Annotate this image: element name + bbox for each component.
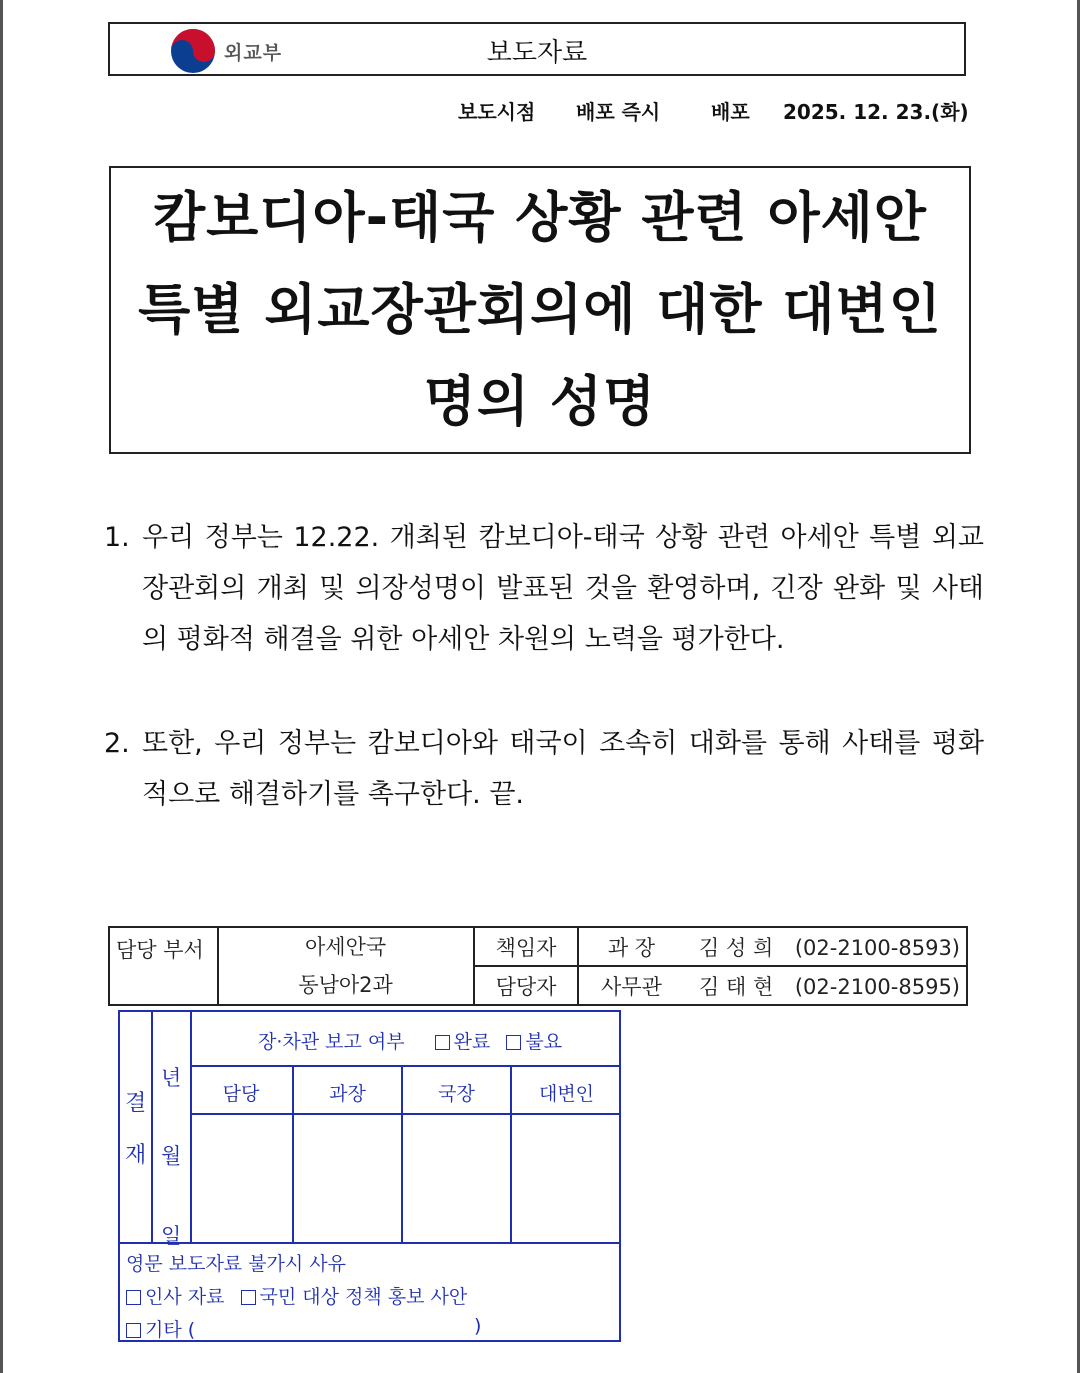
year-label: 년	[161, 1066, 182, 1090]
personnel-label: 인사 자료	[145, 1286, 225, 1308]
unneeded-checkbox[interactable]	[506, 1035, 521, 1050]
paragraph-number: 1.	[104, 522, 130, 553]
approval-divider	[120, 1242, 621, 1244]
day-label: 일	[161, 1224, 182, 1248]
role-responsible: 책임자	[474, 927, 579, 966]
distribution-label: 배포	[711, 100, 750, 124]
paragraph-2	[104, 718, 984, 820]
contact-table	[108, 926, 968, 1006]
paragraph-text: 또한, 우리 정부는 캄보디아와 태국이 조속히 대화를 통해 사태를 평화적으로 해결하기를 촉구한다. 끝.	[142, 728, 984, 810]
document-type-title: 보도자료	[486, 38, 588, 68]
other-close-paren: )	[474, 1315, 482, 1337]
col-staff: 담당	[222, 1083, 260, 1105]
col-spokesperson: 대변인	[538, 1083, 595, 1105]
approval-divider	[190, 1012, 192, 1242]
dept-label: 담당 부서	[109, 927, 218, 1005]
month-label: 월	[161, 1144, 182, 1168]
other-label: 기타 (	[145, 1319, 196, 1341]
contact-name: 김 성 희	[699, 935, 774, 960]
public-policy-label: 국민 대상 정책 홍보 사안	[259, 1286, 468, 1308]
approval-label-jae: 재	[125, 1143, 147, 1168]
contact-position: 과 장	[607, 935, 656, 960]
report-label: 장·차관 보고 여부	[258, 1031, 405, 1053]
contact-row-staff	[578, 966, 967, 1005]
approval-divider	[190, 1065, 621, 1067]
logo-text: 외교부	[224, 41, 283, 64]
public-policy-checkbox[interactable]	[241, 1290, 256, 1305]
press-release-title: 캄보디아-태국 상황 관련 아세안 특별 외교장관회의에 대한 대변인 명의 성명	[138, 186, 942, 433]
col-director-general: 국장	[438, 1083, 475, 1105]
title-box	[109, 166, 971, 454]
release-date: 2025. 12. 23.(화)	[783, 100, 969, 124]
report-status-row	[258, 1027, 562, 1054]
english-release-label: 영문 보도자료 불가시 사유	[126, 1253, 347, 1275]
reason-row-1	[126, 1282, 467, 1309]
approval-divider	[151, 1012, 153, 1242]
other-checkbox[interactable]	[126, 1323, 141, 1338]
release-info	[458, 96, 969, 125]
done-checkbox[interactable]	[435, 1035, 450, 1050]
dept-division: 동남아2과	[298, 973, 393, 997]
release-timing: 배포 즉시	[576, 100, 661, 124]
unneeded-label: 불요	[525, 1031, 563, 1053]
approval-divider	[190, 1113, 621, 1115]
paragraph-1	[104, 512, 984, 665]
contact-phone: (02-2100-8593)	[794, 935, 960, 960]
dept-cell	[218, 927, 474, 1005]
header-box	[108, 22, 966, 76]
dept-bureau: 아세안국	[305, 935, 387, 959]
contact-name: 김 태 현	[699, 974, 774, 999]
release-label: 보도시점	[458, 100, 536, 124]
paragraph-number: 2.	[104, 728, 130, 759]
contact-row-responsible	[578, 927, 967, 966]
role-staff: 담당자	[474, 966, 579, 1005]
paragraph-text: 우리 정부는 12.22. 개최된 캄보디아-태국 상황 관련 아세안 특별 외교장관회의 개최 및 의장성명이 발표된 것을 환영하며, 긴장 완화 및 사태의 평화적 해결을 위한 아세안 차원의 노력을 평가한다.	[142, 522, 984, 655]
contact-phone: (02-2100-8595)	[794, 974, 960, 999]
personnel-checkbox[interactable]	[126, 1290, 141, 1305]
page-edge-left	[0, 0, 3, 1373]
contact-position: 사무관	[601, 974, 662, 999]
approval-box	[118, 1010, 621, 1342]
done-label: 완료	[453, 1031, 491, 1053]
approval-label-gyeol: 결	[125, 1091, 147, 1116]
col-director: 과장	[329, 1083, 366, 1105]
reason-row-2	[126, 1315, 195, 1342]
